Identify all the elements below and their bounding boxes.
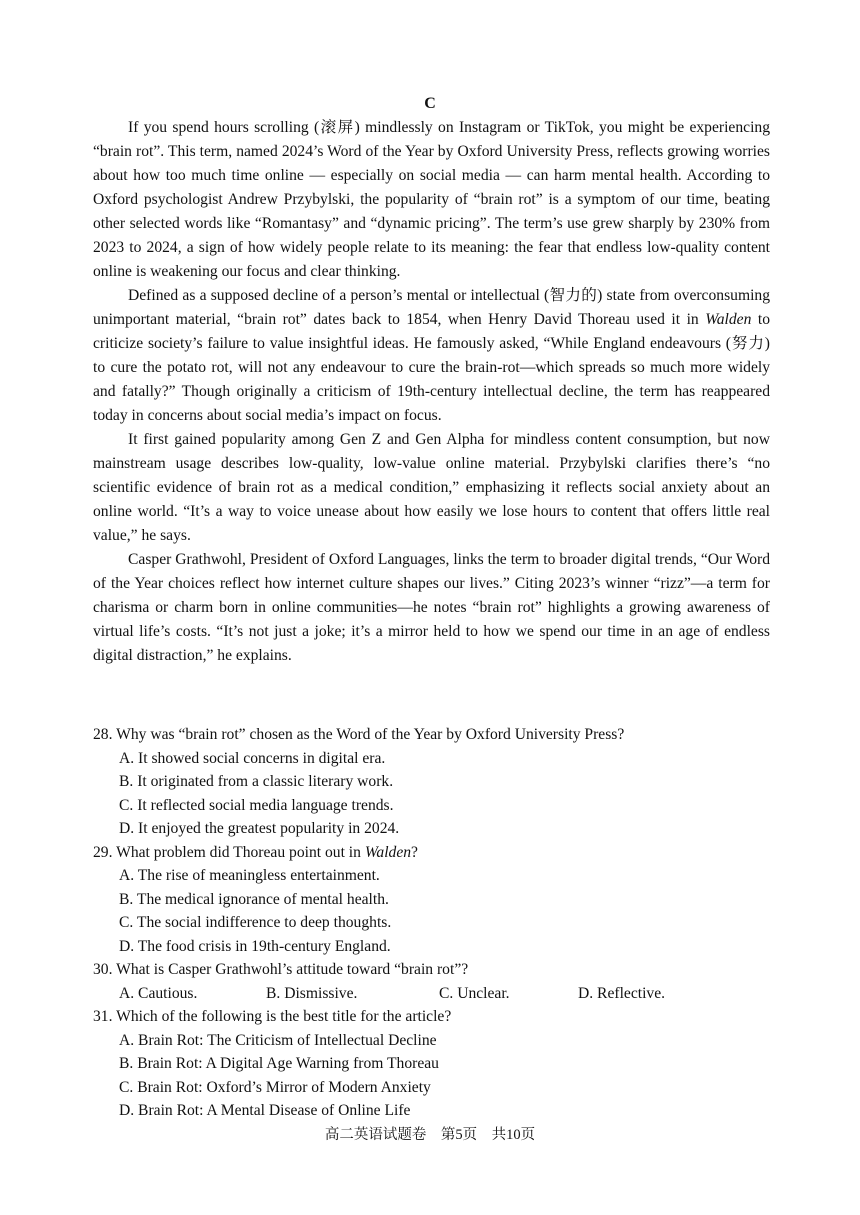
option-d: D. Brain Rot: A Mental Disease of Online Life — [119, 1102, 411, 1119]
option-d: D. It enjoyed the greatest popularity in 2024. — [119, 820, 400, 837]
question-stem — [93, 841, 770, 865]
option-a: A. Cautious. — [119, 984, 198, 1002]
option-d: D. Reflective. — [578, 984, 666, 1002]
option-c: C. Unclear. — [439, 984, 510, 1002]
option-b: B. Brain Rot: A Digital Age Warning from Thoreau — [119, 1055, 439, 1072]
book-title-walden: Walden — [705, 311, 752, 328]
option-c: C. It reflected social media language trends. — [119, 796, 394, 814]
question-stem: 28. Why was “brain rot” chosen as the Word of the Year by Oxford University Press? — [93, 726, 625, 743]
stem-text-a: 29. What problem did Thoreau point out in — [93, 843, 365, 861]
question-31 — [93, 1005, 770, 1123]
stem-text-b: ? — [411, 843, 418, 861]
question-28 — [93, 723, 770, 841]
option-a: A. The rise of meaningless entertainment. — [119, 867, 380, 884]
option-row — [119, 982, 770, 1006]
option-d: D. The food crisis in 19th-century England. — [119, 937, 391, 955]
option-b: B. Dismissive. — [266, 984, 358, 1002]
question-list — [93, 723, 770, 1123]
reading-passage — [93, 116, 770, 668]
option-c: C. The social indifference to deep thoughts. — [119, 914, 392, 931]
question-30 — [93, 958, 770, 1005]
option-b: B. The medical ignorance of mental health. — [119, 890, 389, 908]
stem-book-title: Walden — [364, 843, 412, 861]
question-stem: 30. What is Casper Grathwohl’s attitude toward “brain rot”? — [93, 961, 469, 978]
question-29 — [93, 841, 770, 959]
paragraph-1: If you spend hours scrolling (滚屏) mindlessly on Instagram or TikTok, you might be experiencing “brain rot”. This term, named 2024’s Word of the Year by Oxford University Press, reflects growing worries about how too much time online — especially on social media — can harm mental health. According to Oxford psychologist Andrew Przybylski, the popularity of “brain rot” is a symptom of our time, beating other selected words like “Romantasy” and “dynamic pricing”. The term’s use grew sharply by 230% from 2023 to 2024, a sign of how widely people relate to its meaning: the fear that endless low-quality content online is weakening our focus and clear thinking. — [93, 119, 770, 280]
paragraph-4: Casper Grathwohl, President of Oxford Languages, links the term to broader digital trends, “Our Word of the Year choices reflect how internet culture shapes our lives.” Citing 2023’s winner “rizz”—a term for charisma or charm born in online communities—he notes “brain rot” highlights a growing awareness of virtual life’s costs. “It’s not just a joke; it’s a mirror held to how we spend our time in an age of endless digital distraction,” he explains. — [93, 551, 770, 664]
page-footer: 高二英语试题卷 第5页 共10页 — [324, 1127, 536, 1143]
option-c: C. Brain Rot: Oxford’s Mirror of Modern Anxiety — [119, 1078, 431, 1096]
paragraph-3: It first gained popularity among Gen Z and Gen Alpha for mindless content consumption, but now mainstream usage describes low-quality, low-value online material. Przybylski clarifies there’s “no scientific evidence of brain rot as a medical condition,” emphasizing it reflects social anxiety about an online world. “It’s a way to voice unease about how easily we lose hours to content that offers little real value,” he says. — [93, 431, 770, 544]
question-stem: 31. Which of the following is the best title for the article? — [93, 1008, 452, 1025]
option-a: A. Brain Rot: The Criticism of Intellectual Decline — [119, 1031, 437, 1049]
option-a: A. It showed social concerns in digital era. — [119, 749, 386, 767]
paragraph-2-text-b: to criticize society’s failure to value insightful ideas. He famously asked, “While England endeavours (努力) to cure the potato rot, will not any endeavour to cure the brain-rot—which spreads so much more widely and fatally?” Though originally a criticism of 19th-century intellectual decline, the term has reappeared today in concerns about social media’s impact on focus. — [93, 311, 770, 424]
option-b: B. It originated from a classic literary work. — [119, 773, 394, 790]
section-title: C — [424, 95, 436, 112]
paragraph-2-text-a: Defined as a supposed decline of a person’s mental or intellectual (智力的) state from overconsuming unimportant material, “brain rot” dates back to 1854, when Henry David Thoreau used it in — [93, 287, 770, 328]
paragraph-2 — [93, 284, 770, 428]
